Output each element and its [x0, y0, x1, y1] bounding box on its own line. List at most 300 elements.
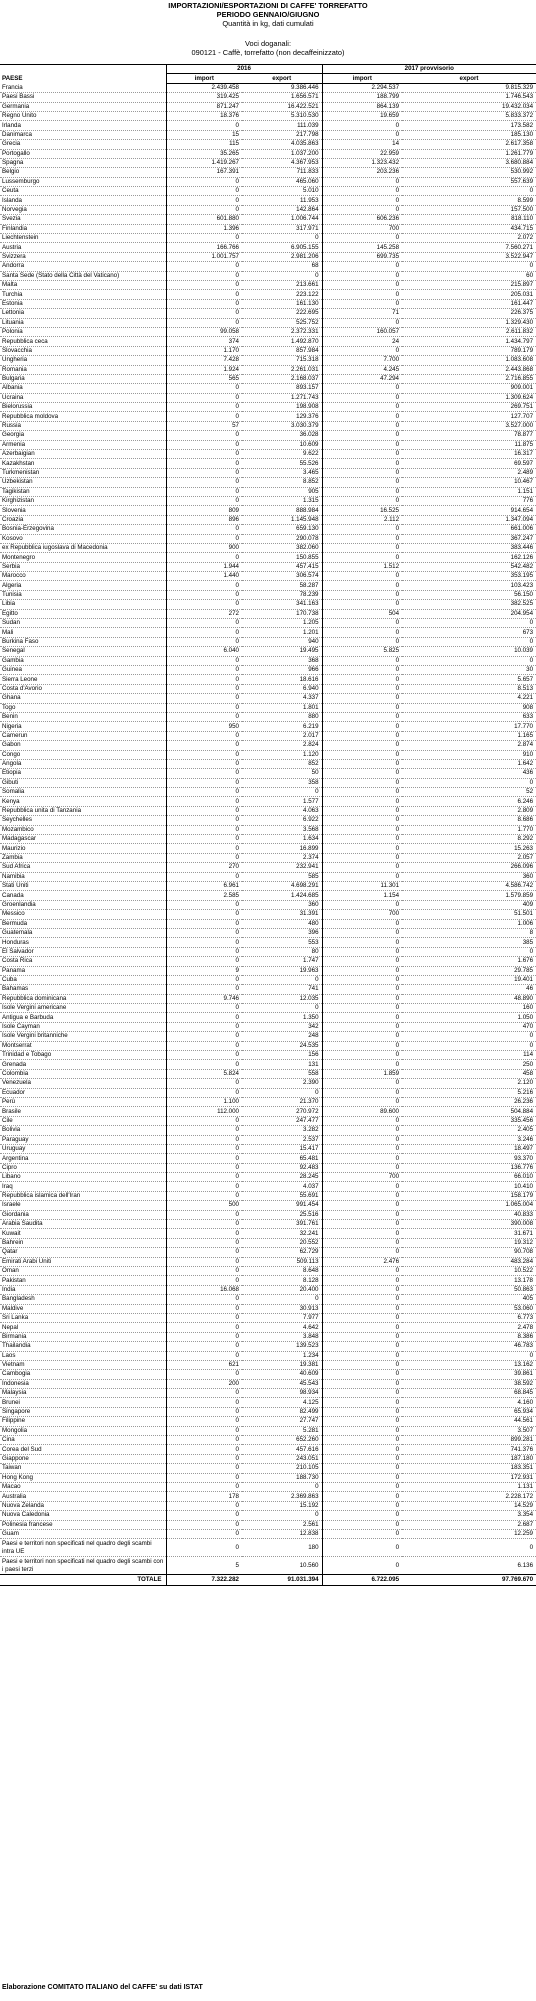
country-name: Etiopia: [0, 769, 166, 778]
export-2017: 1.261.779: [402, 149, 536, 158]
table-row: [0, 1351, 536, 1360]
country-name: Serbia: [0, 562, 166, 571]
import-2017: 89.600: [322, 1107, 402, 1116]
table-row: [0, 881, 536, 890]
export-2017: 661.006: [402, 525, 536, 534]
export-2017: 10.410: [402, 1182, 536, 1191]
export-2017: 6.136: [402, 1557, 536, 1575]
import-2017: 0: [322, 543, 402, 552]
voci-label: Voci doganali:: [244, 39, 292, 48]
table-row: [0, 1557, 536, 1575]
import-2017: 0: [322, 1079, 402, 1088]
import-2017: 0: [322, 478, 402, 487]
country-name: Hong Kong: [0, 1473, 166, 1482]
table-row: [0, 1295, 536, 1304]
table-row: [0, 431, 536, 440]
table-row: [0, 158, 536, 167]
export-2016: 270.972: [242, 1107, 322, 1116]
country-name: Danimarca: [0, 130, 166, 139]
import-2016: 0: [166, 280, 242, 289]
table-row: [0, 637, 536, 646]
table-row: [0, 1191, 536, 1200]
table-row: [0, 450, 536, 459]
export-2016: 341.163: [242, 600, 322, 609]
export-2016: 19.963: [242, 966, 322, 975]
country-name: Svizzera: [0, 252, 166, 261]
export-2016: 98.934: [242, 1389, 322, 1398]
import-2017: 0: [322, 694, 402, 703]
country-name: Russia: [0, 421, 166, 430]
import-2017: 0: [322, 872, 402, 881]
import-2016: 0: [166, 947, 242, 956]
country-name: Slovenia: [0, 506, 166, 515]
export-2016: 940: [242, 637, 322, 646]
country-name: Sri Lanka: [0, 1313, 166, 1322]
table-row: [0, 778, 536, 787]
country-name: Oman: [0, 1267, 166, 1276]
table-row: [0, 590, 536, 599]
import-2017: 0: [322, 1238, 402, 1247]
import-2017: 0: [322, 797, 402, 806]
country-name: Lussemburgo: [0, 177, 166, 186]
import-2016: 0: [166, 1191, 242, 1200]
import-2016: 0: [166, 656, 242, 665]
export-2016: 156: [242, 1051, 322, 1060]
import-2017: 0: [322, 553, 402, 562]
import-2016: 621: [166, 1360, 242, 1369]
import-2017: 0: [322, 666, 402, 675]
import-2016: 900: [166, 543, 242, 552]
export-2016: 391.761: [242, 1220, 322, 1229]
import-2016: 0: [166, 1332, 242, 1341]
export-2016: 210.105: [242, 1464, 322, 1473]
export-2016: 1.234: [242, 1351, 322, 1360]
country-name: Algeria: [0, 581, 166, 590]
export-2016: 457.415: [242, 562, 322, 571]
table-row: [0, 1079, 536, 1088]
import-2016: 167.391: [166, 168, 242, 177]
export-2017: 0: [402, 656, 536, 665]
table-row: [0, 196, 536, 205]
import-2016: 0: [166, 1220, 242, 1229]
country-name: Malta: [0, 280, 166, 289]
table-row: [0, 1370, 536, 1379]
table-row: [0, 1069, 536, 1078]
import-2017: 0: [322, 525, 402, 534]
table-row: [0, 525, 536, 534]
export-2016: 8.852: [242, 478, 322, 487]
export-2017: 789.179: [402, 346, 536, 355]
export-2016: 170.738: [242, 609, 322, 618]
import-2016: 18.376: [166, 111, 242, 120]
country-name: Birmania: [0, 1332, 166, 1341]
export-2017: 161.447: [402, 299, 536, 308]
export-2016: 9.386.446: [242, 83, 322, 92]
import-2016: 0: [166, 1163, 242, 1172]
country-name: Repubblica unita di Tanzania: [0, 806, 166, 815]
total-import-2017: 6.722.095: [322, 1574, 402, 1585]
export-2016: 1.801: [242, 703, 322, 712]
export-2016: 2.390: [242, 1079, 322, 1088]
table-row: [0, 1473, 536, 1482]
import-2016: 0: [166, 844, 242, 853]
table-row: [0, 1445, 536, 1454]
import-2016: 0: [166, 478, 242, 487]
import-2016: 0: [166, 1144, 242, 1153]
table-row: [0, 1220, 536, 1229]
export-2016: 360: [242, 900, 322, 909]
export-2016: 92.483: [242, 1163, 322, 1172]
export-2016: 3.465: [242, 468, 322, 477]
export-2017: 51.501: [402, 910, 536, 919]
import-2017: 0: [322, 1557, 402, 1575]
import-2016: 0: [166, 928, 242, 937]
export-2016: 905: [242, 487, 322, 496]
export-2017: 1.770: [402, 825, 536, 834]
export-2017: 3.680.884: [402, 158, 536, 167]
report-subtitle: Quantità in kg, dati cumulati: [222, 19, 314, 28]
import-2016: 500: [166, 1201, 242, 1210]
export-2017: 0: [402, 1032, 536, 1041]
export-2016: 62.729: [242, 1248, 322, 1257]
import-2016: 0: [166, 450, 242, 459]
import-2017: 2.112: [322, 515, 402, 524]
import-2016: 2.585: [166, 891, 242, 900]
import-2017: 0: [322, 1154, 402, 1163]
import-2017: 203.236: [322, 168, 402, 177]
export-2017: 53.060: [402, 1304, 536, 1313]
import-2016: 57: [166, 421, 242, 430]
export-2016: 1.205: [242, 619, 322, 628]
table-row: [0, 356, 536, 365]
export-2016: 715.318: [242, 356, 322, 365]
import-2016: 15: [166, 130, 242, 139]
country-name: Kazakhstan: [0, 459, 166, 468]
table-row: [0, 1389, 536, 1398]
export-2017: 0: [402, 1351, 536, 1360]
import-2017: 606.236: [322, 215, 402, 224]
country-name: Kuwait: [0, 1229, 166, 1238]
import-2017: 0: [322, 403, 402, 412]
export-2016: 2.537: [242, 1135, 322, 1144]
import-2016: 0: [166, 741, 242, 750]
table-row: [0, 1135, 536, 1144]
import-2016: 0: [166, 637, 242, 646]
table-row: [0, 1210, 536, 1219]
export-2017: 3.354: [402, 1511, 536, 1520]
import-2017: 0: [322, 346, 402, 355]
import-2017: 0: [322, 1041, 402, 1050]
export-2016: 31.391: [242, 910, 322, 919]
import-2016: 0: [166, 1313, 242, 1322]
export-2016: 6.922: [242, 816, 322, 825]
export-2017: 914.654: [402, 506, 536, 515]
export-2017: 10.039: [402, 647, 536, 656]
country-name: Togo: [0, 703, 166, 712]
export-2016: 0: [242, 975, 322, 984]
country-name: Croazia: [0, 515, 166, 524]
export-2016: 25.516: [242, 1210, 322, 1219]
table-row: [0, 1511, 536, 1520]
import-2017: 0: [322, 1182, 402, 1191]
country-name: Vietnam: [0, 1360, 166, 1369]
export-2016: 317.971: [242, 224, 322, 233]
export-2016: 55.691: [242, 1191, 322, 1200]
country-name: Cipro: [0, 1163, 166, 1172]
import-2016: 0: [166, 703, 242, 712]
import-2016: 1.924: [166, 365, 242, 374]
country-name: Francia: [0, 83, 166, 92]
export-2016: 19.381: [242, 1360, 322, 1369]
import-2017: 0: [322, 1163, 402, 1172]
export-2017: 530.992: [402, 168, 536, 177]
table-row: [0, 1454, 536, 1463]
import-2017: 700: [322, 1173, 402, 1182]
export-2016: 10.609: [242, 440, 322, 449]
import-2016: 1.100: [166, 1097, 242, 1106]
import-2017: 22.959: [322, 149, 402, 158]
import-2016: 0: [166, 412, 242, 421]
country-name: Perù: [0, 1097, 166, 1106]
table-row: [0, 938, 536, 947]
import-2016: 0: [166, 957, 242, 966]
import-2017: 2.294.537: [322, 83, 402, 92]
table-row: [0, 1379, 536, 1388]
country-name: Israele: [0, 1201, 166, 1210]
country-name: Polinesia francese: [0, 1520, 166, 1529]
country-name: Bielorussia: [0, 403, 166, 412]
table-row: [0, 1173, 536, 1182]
import-2017: 0: [322, 947, 402, 956]
import-2016: 0: [166, 440, 242, 449]
import-2017: 0: [322, 966, 402, 975]
table-body: [0, 83, 536, 1574]
export-2016: 198.908: [242, 403, 322, 412]
import-2017: 0: [322, 440, 402, 449]
table-row: [0, 205, 536, 214]
export-2016: 3.848: [242, 1332, 322, 1341]
import-2016: 0: [166, 1004, 242, 1013]
table-row: [0, 1520, 536, 1529]
export-2017: 1.329.430: [402, 318, 536, 327]
import-2016: 0: [166, 731, 242, 740]
import-2016: 0: [166, 919, 242, 928]
export-2016: 11.953: [242, 196, 322, 205]
table-row: [0, 1529, 536, 1538]
export-2017: 13.178: [402, 1276, 536, 1285]
export-2016: 139.523: [242, 1342, 322, 1351]
export-2016: 5.010: [242, 187, 322, 196]
table-row: [0, 1417, 536, 1426]
export-2016: 222.695: [242, 309, 322, 318]
country-name: Sierra Leone: [0, 675, 166, 684]
table-row: [0, 1060, 536, 1069]
export-2017: 2.611.832: [402, 327, 536, 336]
export-2017: 39.861: [402, 1370, 536, 1379]
import-2016: 0: [166, 1398, 242, 1407]
import-2017: 0: [322, 177, 402, 186]
export-2017: 50.863: [402, 1285, 536, 1294]
export-2016: 2.369.863: [242, 1492, 322, 1501]
export-2016: 0: [242, 1482, 322, 1491]
country-name: Paesi Bassi: [0, 93, 166, 102]
export-2017: 0: [402, 1041, 536, 1050]
table-row: [0, 919, 536, 928]
import-2017: 0: [322, 1116, 402, 1125]
country-name: Nigeria: [0, 722, 166, 731]
country-name: Qatar: [0, 1248, 166, 1257]
country-name: Panama: [0, 966, 166, 975]
import-2016: 0: [166, 1238, 242, 1247]
country-name: Messico: [0, 910, 166, 919]
export-2016: 0: [242, 234, 322, 243]
country-name: Stati Uniti: [0, 881, 166, 890]
export-2016: 306.574: [242, 572, 322, 581]
import-2016: 0: [166, 1173, 242, 1182]
table-row: [0, 1163, 536, 1172]
export-2016: 15.192: [242, 1501, 322, 1510]
import-2016: 0: [166, 1539, 242, 1557]
table-row: [0, 741, 536, 750]
import-2016: 0: [166, 938, 242, 947]
import-2016: 0: [166, 853, 242, 862]
import-2016: 0: [166, 318, 242, 327]
import-2016: 0: [166, 1088, 242, 1097]
export-2017: 19.312: [402, 1238, 536, 1247]
export-2016: 2.017: [242, 731, 322, 740]
table-row: [0, 365, 536, 374]
country-name: Canada: [0, 891, 166, 900]
table-row: [0, 1013, 536, 1022]
table-row: [0, 947, 536, 956]
import-2016: 0: [166, 835, 242, 844]
country-name: Isole Vergini americane: [0, 1004, 166, 1013]
export-2017: 1.642: [402, 759, 536, 768]
country-name: Georgia: [0, 431, 166, 440]
country-name: Cuba: [0, 975, 166, 984]
import-2016: 1.440: [166, 572, 242, 581]
export-2017: 2.120: [402, 1079, 536, 1088]
export-2017: 93.370: [402, 1154, 536, 1163]
import-2016: 5.824: [166, 1069, 242, 1078]
import-2017: 0: [322, 581, 402, 590]
import-2017: 700: [322, 910, 402, 919]
country-name: Pakistan: [0, 1276, 166, 1285]
import-2016: 0: [166, 778, 242, 787]
export-2016: 6.219: [242, 722, 322, 731]
export-2016: 1.271.743: [242, 393, 322, 402]
import-2017: 0: [322, 1398, 402, 1407]
country-name: Mongolia: [0, 1426, 166, 1435]
export-2016: 9.622: [242, 450, 322, 459]
import-2016: 0: [166, 1426, 242, 1435]
import-2016: 6.961: [166, 881, 242, 890]
import-2017: 0: [322, 928, 402, 937]
export-2017: 226.375: [402, 309, 536, 318]
table-row: [0, 393, 536, 402]
import-2016: 0: [166, 1257, 242, 1266]
import-2017: 0: [322, 1445, 402, 1454]
table-row: [0, 553, 536, 562]
table-row: [0, 759, 536, 768]
import-2017: 0: [322, 1201, 402, 1210]
import-2017: 0: [322, 1332, 402, 1341]
country-name: Andorra: [0, 262, 166, 271]
country-name: Libano: [0, 1173, 166, 1182]
export-2016: 2.981.206: [242, 252, 322, 261]
import-2016: 319.425: [166, 93, 242, 102]
export-2016: 0: [242, 788, 322, 797]
country-name: Gabon: [0, 741, 166, 750]
table-row: [0, 1501, 536, 1510]
table-row: [0, 910, 536, 919]
country-name: Costa d'Avorio: [0, 684, 166, 693]
export-2016: 3.030.379: [242, 421, 322, 430]
import-2017: 16.525: [322, 506, 402, 515]
table-row: [0, 703, 536, 712]
country-name: Guinea: [0, 666, 166, 675]
import-2016: 0: [166, 1417, 242, 1426]
country-name: Honduras: [0, 938, 166, 947]
country-name: Romania: [0, 365, 166, 374]
import-2017: 0: [322, 1248, 402, 1257]
table-row: [0, 271, 536, 280]
export-2017: 215.897: [402, 280, 536, 289]
import-2017: 24: [322, 337, 402, 346]
export-2017: 3.507: [402, 1426, 536, 1435]
export-2017: 633: [402, 712, 536, 721]
export-2017: 6.246: [402, 797, 536, 806]
table-row: [0, 459, 536, 468]
import-2016: 6.040: [166, 647, 242, 656]
import-2017: 0: [322, 130, 402, 139]
table-row: [0, 140, 536, 149]
import-2017: 0: [322, 1529, 402, 1538]
export-2017: 157.500: [402, 205, 536, 214]
export-2017: 0: [402, 637, 536, 646]
export-2016: 857.984: [242, 346, 322, 355]
import-2016: 2.439.458: [166, 83, 242, 92]
import-2016: 0: [166, 271, 242, 280]
import-2016: 0: [166, 534, 242, 543]
export-2016: 3.568: [242, 825, 322, 834]
table-row: [0, 421, 536, 430]
export-2017: 908: [402, 703, 536, 712]
export-2017: 1.579.859: [402, 891, 536, 900]
import-2017: 0: [322, 1267, 402, 1276]
country-name: Cambogia: [0, 1370, 166, 1379]
export-2017: 367.247: [402, 534, 536, 543]
export-2017: 0: [402, 1539, 536, 1557]
export-2017: 16.317: [402, 450, 536, 459]
export-2016: 188.730: [242, 1473, 322, 1482]
table-row: [0, 797, 536, 806]
export-2016: 558: [242, 1069, 322, 1078]
import-2017: 0: [322, 534, 402, 543]
country-name: Bangladesh: [0, 1295, 166, 1304]
export-2017: 160: [402, 1004, 536, 1013]
import-2017: 0: [322, 675, 402, 684]
export-2017: 2.489: [402, 468, 536, 477]
import-2016: 0: [166, 825, 242, 834]
country-name: Argentina: [0, 1154, 166, 1163]
import-2017: 0: [322, 1389, 402, 1398]
import-2016: 0: [166, 1229, 242, 1238]
export-2016: 8.648: [242, 1267, 322, 1276]
table-row: [0, 534, 536, 543]
table-row: [0, 1116, 536, 1125]
table-row: [0, 1464, 536, 1473]
